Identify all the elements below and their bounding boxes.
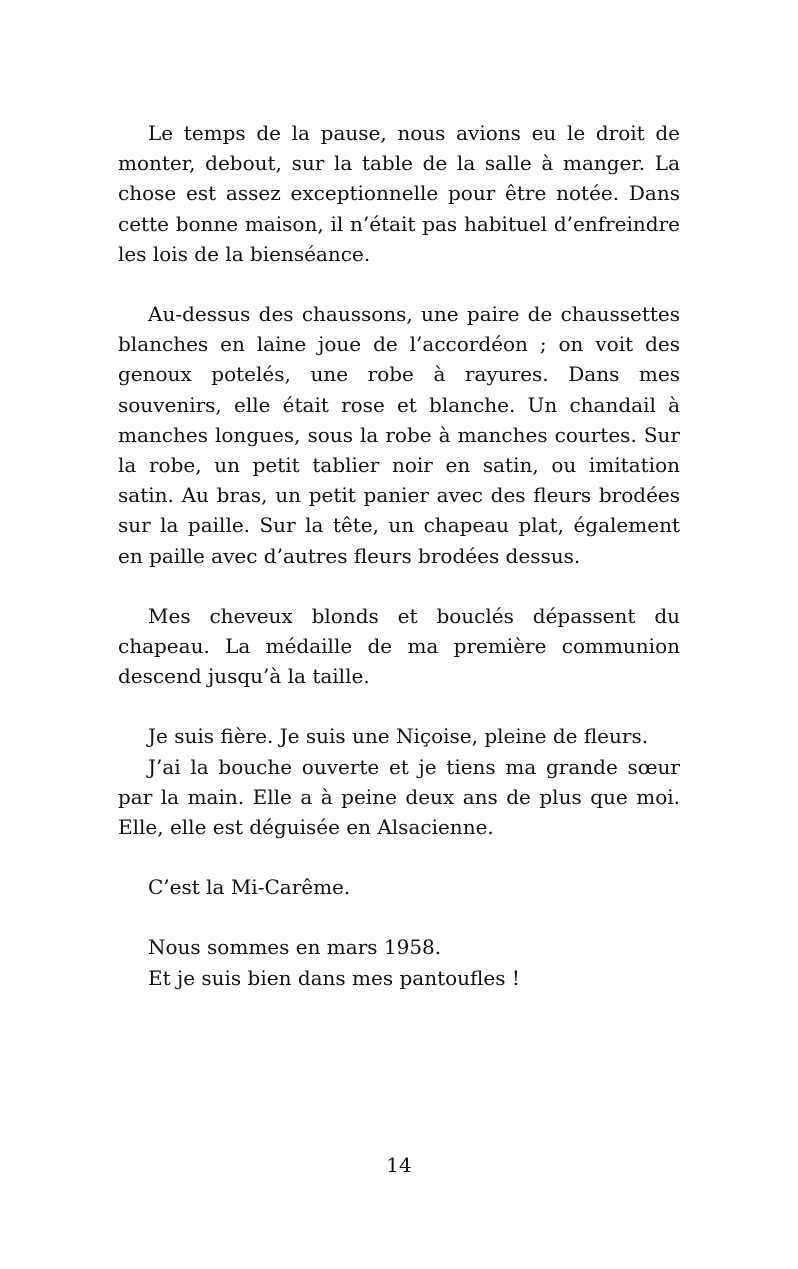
- paragraph-gap: [118, 571, 680, 601]
- paragraph-gap: [118, 269, 680, 299]
- paragraph-hair: Mes cheveux blonds et bouclés dépassent du chapeau. La médaille de ma première communion descend jusqu’à la taille.: [118, 603, 680, 689]
- paragraph-gap: [118, 902, 680, 932]
- paragraph-mi-careme: C’est la Mi-Carême.: [148, 875, 351, 900]
- page-number: 14: [386, 1153, 412, 1177]
- paragraph-gap: [118, 691, 680, 721]
- paragraph-gap: [118, 842, 680, 872]
- paragraph-sister: J’ai la bouche ouverte et je tiens ma grande sœur par la main. Elle a à peine deux ans de plus que moi. Elle, elle est déguisée en Alsacienne.: [118, 754, 680, 840]
- book-page-text: [118, 118, 680, 993]
- paragraph-pause: Le temps de la pause, nous avions eu le droit de monter, debout, sur la table de la salle à manger. La chose est assez exceptionnelle pour être notée. Dans cette bonne maison, il n’était pas habituel d’enfreindre les lois de la bienséance.: [118, 121, 680, 266]
- paragraph-costume: Au-dessus des chaussons, une paire de chaussettes blanches en laine joue de l’accordéon ; on voit des genoux potelés, une robe à rayures. Dans mes souvenirs, elle était rose et blanche. Un chandail à manches longues, sous la robe à manches courtes. Sur la robe, un petit tablier noir en satin, ou imitation satin. Au bras, un petit panier avec des fleurs brodées sur la paille. Sur la tête, un chapeau plat, également en paille avec d’autres fleurs brodées dessus.: [118, 302, 680, 568]
- paragraph-slippers: Et je suis bien dans mes pantoufles !: [148, 965, 520, 990]
- paragraph-proud: Je suis fière. Je suis une Niçoise, pleine de fleurs.: [148, 724, 649, 749]
- paragraph-date: Nous sommes en mars 1958.: [148, 935, 442, 960]
